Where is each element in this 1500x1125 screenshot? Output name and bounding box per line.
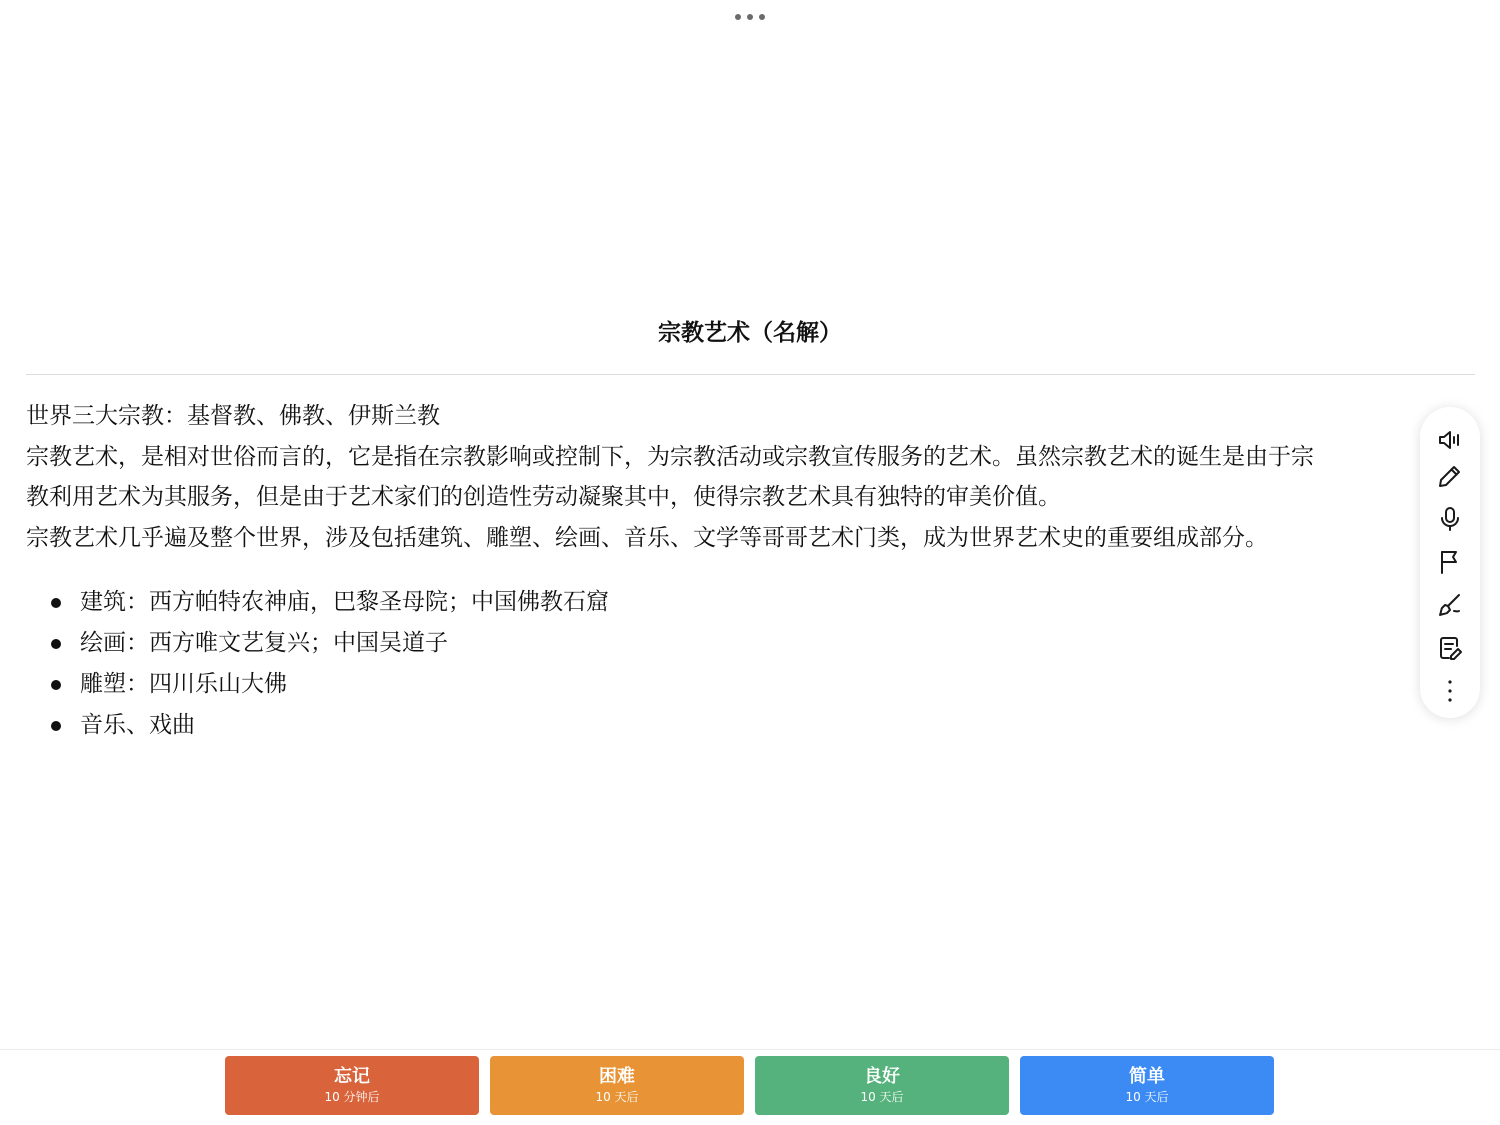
paragraph: 世界三大宗教：基督教、佛教、伊斯兰教 bbox=[26, 403, 440, 429]
pencil-icon[interactable] bbox=[1434, 460, 1466, 492]
rating-label: 良好 bbox=[864, 1066, 900, 1087]
paragraph: 教利用艺术为其服务，但是由于艺术家们的创造性劳动凝聚其中，使得宗教艺术具有独特的审美价值。 bbox=[26, 484, 1061, 510]
list-item-text: 绘画：西方唯文艺复兴；中国吴道子 bbox=[80, 630, 448, 656]
more-vertical-icon[interactable] bbox=[1434, 675, 1466, 707]
list-item bbox=[26, 623, 1416, 664]
list-item-text: 雕塑：四川乐山大佛 bbox=[80, 671, 287, 697]
rating-interval: 10 天后 bbox=[860, 1090, 904, 1104]
rating-interval: 10 天后 bbox=[1125, 1090, 1169, 1104]
list-item bbox=[26, 582, 1416, 623]
rating-interval: 10 天后 bbox=[595, 1090, 639, 1104]
rating-label: 困难 bbox=[599, 1066, 635, 1087]
microphone-icon[interactable] bbox=[1434, 503, 1466, 535]
bullet-dot bbox=[51, 639, 61, 649]
paragraph: 宗教艺术几乎遍及整个世界，涉及包括建筑、雕塑、绘画、音乐、文学等哥哥艺术门类，成为世界艺术史的重要组成部分。 bbox=[26, 524, 1268, 551]
floating-toolbar bbox=[1420, 407, 1480, 718]
rating-label: 简单 bbox=[1129, 1066, 1165, 1087]
rating-interval: 10 分钟后 bbox=[324, 1090, 380, 1104]
easy-button[interactable] bbox=[1020, 1056, 1274, 1115]
rating-label: 忘记 bbox=[334, 1066, 370, 1087]
list-item bbox=[26, 664, 1416, 705]
good-button[interactable] bbox=[755, 1056, 1009, 1115]
list-item-text: 音乐、戏曲 bbox=[80, 712, 195, 738]
list-item-text: 建筑：西方帕特农神庙，巴黎圣母院；中国佛教石窟 bbox=[80, 589, 609, 615]
bullet-dot bbox=[51, 680, 61, 690]
flag-icon[interactable] bbox=[1434, 546, 1466, 578]
bullet-list bbox=[26, 582, 1416, 746]
bullet-dot bbox=[51, 721, 61, 731]
brush-icon[interactable] bbox=[1434, 589, 1466, 621]
speaker-icon[interactable] bbox=[1434, 424, 1466, 456]
paragraph: 宗教艺术，是相对世俗而言的，它是指在宗教影响或控制下，为宗教活动或宗教宣传服务的艺术。虽然宗教艺术的诞生是由于宗 bbox=[26, 443, 1314, 470]
list-item bbox=[26, 705, 1416, 746]
card-title: 宗教艺术（名解） bbox=[658, 320, 842, 346]
title-divider bbox=[26, 374, 1475, 375]
note-edit-icon[interactable] bbox=[1434, 632, 1466, 664]
bullet-dot bbox=[51, 598, 61, 608]
forget-button[interactable] bbox=[225, 1056, 479, 1115]
hard-button[interactable] bbox=[490, 1056, 744, 1115]
card-content bbox=[26, 396, 1416, 746]
more-horizontal-icon[interactable] bbox=[735, 12, 765, 22]
